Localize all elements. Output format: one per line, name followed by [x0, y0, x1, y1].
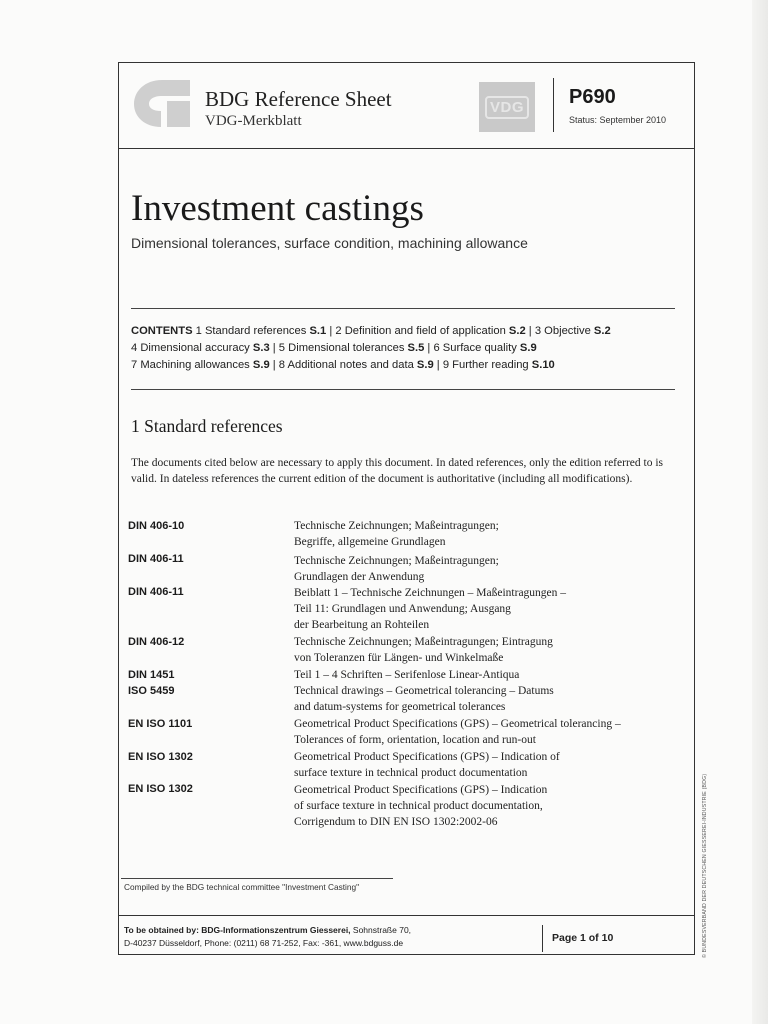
ref-line: and datum-systems for geometrical tolerances [294, 701, 506, 713]
ref-line: Geometrical Product Specifications (GPS) – Geometrical tolerancing – [294, 718, 621, 730]
ref-line: Technische Zeichnungen; Maßeintragungen; Eintragung [294, 636, 553, 648]
ref-line: von Toleranzen für Längen- und Winkelmaße [294, 652, 504, 664]
contents-top-rule [131, 308, 675, 309]
ref-line: Technische Zeichnungen; Maßeintragungen; [294, 520, 499, 532]
page-edge [752, 0, 768, 1024]
brand-subtitle: VDG-Merkblatt [205, 113, 302, 129]
compiled-divider [121, 878, 393, 879]
ref-code: DIN 406-12 [128, 636, 185, 648]
toc-item: | 2 Definition and field of application [326, 325, 509, 337]
ref-code: DIN 1451 [128, 669, 175, 681]
footer-separator [542, 925, 543, 952]
footer-divider [118, 915, 695, 916]
document-status: Status: September 2010 [569, 115, 667, 125]
toc-item: | 6 Surface quality [424, 342, 520, 354]
toc-page: S.10 [531, 359, 555, 371]
ref-code: EN ISO 1302 [128, 751, 193, 763]
ref-description [294, 518, 684, 550]
ref-line: Beiblatt 1 – Technische Zeichnungen – Maßeintragungen – [294, 587, 567, 599]
ref-description [294, 716, 684, 748]
ref-code: ISO 5459 [128, 685, 175, 697]
ref-description [294, 782, 684, 830]
toc-item: | 9 Further reading [433, 359, 532, 371]
obtain-label: To be obtained by: BDG-Informationszentrum Giesserei, [124, 925, 351, 935]
ref-line: Technical drawings – Geometrical tolerancing – Datums [294, 685, 554, 697]
ref-code: DIN 406-10 [128, 520, 185, 532]
page-subtitle: Dimensional tolerances, surface condition, machining allowance [131, 235, 528, 251]
contents-label: CONTENTS [131, 325, 193, 337]
toc-item: | 5 Dimensional tolerances [269, 342, 408, 354]
ref-line: Teil 1 – 4 Schriften – Serifenlose Linear-Antiqua [294, 669, 520, 681]
ref-code: EN ISO 1101 [128, 718, 193, 730]
ref-line: Tolerances of form, orientation, location and run-out [294, 734, 536, 746]
toc-page: S.5 [407, 342, 425, 354]
ref-description [294, 553, 684, 585]
section-title: 1 Standard references [131, 416, 283, 436]
ref-line: Geometrical Product Specifications (GPS) – Indication [294, 784, 548, 796]
toc-page: S.1 [309, 325, 327, 337]
section-intro: The documents cited below are necessary to apply this document. In dated references, only the edition referred to is valid. In dateless references the current edition of the document is authoritative (including all modifications). [131, 457, 663, 485]
toc-item: | 3 Objective [525, 325, 594, 337]
brand-title: BDG Reference Sheet [205, 87, 392, 111]
bdg-logo-icon [131, 77, 193, 129]
contents-line-2 [131, 340, 679, 357]
ref-code: DIN 406-11 [128, 586, 184, 598]
ref-code: DIN 406-11 [128, 553, 184, 565]
document-code: P690 [569, 86, 616, 108]
contents-line-3 [131, 357, 679, 374]
toc-page: S.3 [252, 342, 270, 354]
ref-line: of surface texture in technical product documentation, [294, 800, 543, 812]
toc-page: S.9 [416, 359, 434, 371]
ref-line: Begriffe, allgemeine Grundlagen [294, 536, 446, 548]
ref-description [294, 683, 684, 715]
vdg-logo-text: VDG [485, 96, 529, 119]
side-copyright: © BUNDESVERBAND DER DEUTSCHEN GIESSEREI-INDUSTRIE (BDG) [702, 773, 708, 958]
toc-item: 1 Standard references [192, 325, 310, 337]
ref-description [294, 585, 684, 633]
header-divider [118, 148, 695, 149]
footer-obtain-line-2: D-40237 Düsseldorf, Phone: (0211) 68 71-252, Fax: -361, www.bdguss.de [124, 938, 404, 948]
contents-line-1 [131, 323, 679, 340]
table-of-contents [131, 323, 679, 374]
compiled-note: Compiled by the BDG technical committee "Investment Casting" [124, 882, 360, 892]
contents-bottom-rule [131, 389, 675, 390]
toc-item: 7 Machining allowances [131, 359, 253, 371]
ref-line: Grundlagen der Anwendung [294, 571, 425, 583]
obtain-address: Sohnstraße 70, [350, 925, 412, 935]
footer-obtain-line-1 [124, 925, 411, 935]
ref-line: Corrigendum to DIN EN ISO 1302:2002-06 [294, 816, 498, 828]
ref-description [294, 749, 684, 781]
toc-page: S.9 [519, 342, 537, 354]
toc-page: S.9 [252, 359, 270, 371]
toc-item: | 8 Additional notes and data [269, 359, 417, 371]
ref-line: Technische Zeichnungen; Maßeintragungen; [294, 555, 499, 567]
toc-page: S.2 [593, 325, 611, 337]
toc-item: 4 Dimensional accuracy [131, 342, 253, 354]
ref-line: surface texture in technical product documentation [294, 767, 528, 779]
toc-page: S.2 [508, 325, 526, 337]
ref-line: Geometrical Product Specifications (GPS) – Indication of [294, 751, 560, 763]
ref-description [294, 634, 684, 666]
page-title: Investment castings [131, 188, 424, 229]
vdg-logo [479, 82, 535, 132]
page-number: Page 1 of 10 [552, 932, 614, 944]
ref-description [294, 667, 684, 683]
ref-line: Teil 11: Grundlagen und Anwendung; Ausgang [294, 603, 511, 615]
ref-code: EN ISO 1302 [128, 783, 193, 795]
header-separator [553, 78, 554, 132]
ref-line: der Bearbeitung an Rohteilen [294, 619, 430, 631]
